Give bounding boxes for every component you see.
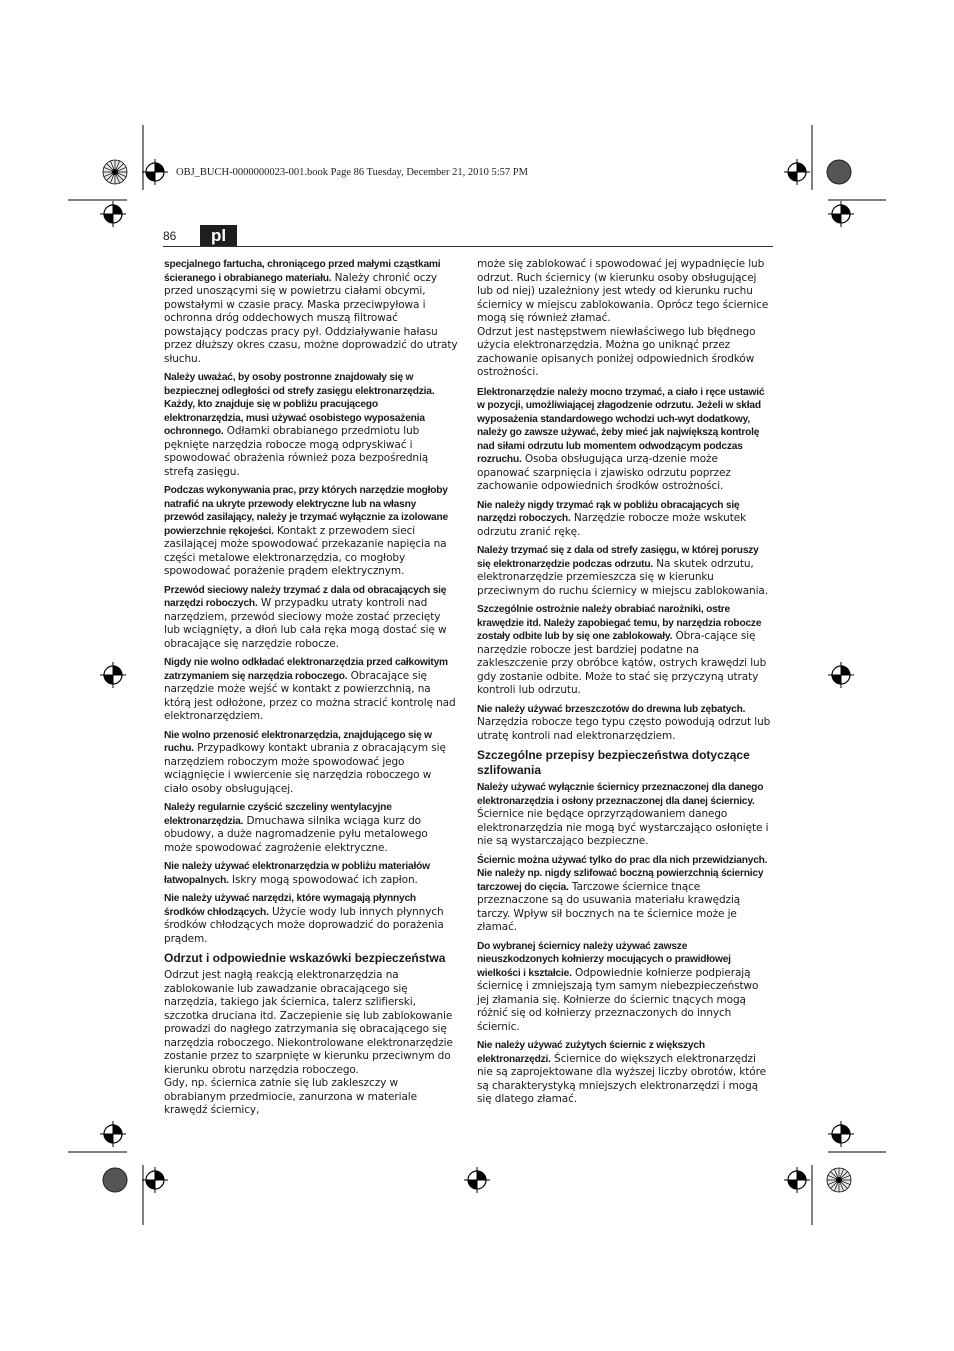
body-text: Obracające się narzędzie może wejść w kontakt z powierzchnią, na którą jest odłożone, przez co można stracić kontrolę nad elektronarzędziem.	[164, 669, 456, 722]
page-number: 86	[163, 229, 177, 243]
paragraph: Odrzut jest nagłą reakcją elektronarzędzia na zablokowanie lub zawadzanie obracającego się narzędzia, takiego jak ściernica, talerz szlifierski, szczotka druciana itd. Zaczepienie się lub zablokowanie prowadzi do nagłego zatrzymania się obracającego się narzędzia roboczego. Niekontrolowane elektronarzędzie zostanie przez to szarpnięte w kierunku przeciwnym do kierunku obrotu narzędzia roboczego.	[164, 969, 453, 1076]
body-text: Należy chronić oczy przed unoszącymi się w powietrzu ciałami obcymi, powstałymi w czasie pracy. Maska przeciwpyłowa i ochronna dróg oddechowych muszą filtrować powstający podczas pracy pył. Oddziaływanie hałasu przez dłuższy okres czasu, możne doprowadzić do utraty słuchu.	[164, 271, 458, 365]
bold-lead: Nie należy używać narzędzi, które wymagają płynnych środków chłodzących.	[164, 893, 416, 918]
bold-lead: Elektronarzędzie należy mocno trzymać, a ciało i ręce ustawić w pozycji, umożliwiającej złagodzenie odrzutu. Jeżeli w skład wyposażenia standardowego wchodzi uch-wyt dodatkowy, należy go zawsze używać, żeby mieć jak największą kontrolę nad siłami odrzutu lub momentem odwodzącym podczas rozruchu.	[477, 386, 765, 465]
body-text: Narzędzia robocze tego typu często powodują odrzut lub utratę kontroli nad elektronarzędziem.	[477, 716, 771, 742]
bold-lead: Szczególnie ostrożnie należy obrabiać narożniki, ostre krawędzie itd. Należy zapobiegać temu, by narzędzia robocze zostały odbite lub by się one zablokowały.	[477, 604, 762, 642]
right-column	[477, 258, 771, 1112]
bold-lead: Do wybranej ściernicy należy używać zawsze nieuszkodzonych kołnierzy mocujących o prawidłowej wielkości i kształcie.	[477, 940, 731, 979]
paragraph	[477, 781, 771, 849]
paragraph	[477, 603, 771, 698]
header-rule	[163, 246, 773, 247]
bold-lead: specjalnego fartucha, chroniącego przed małymi cząstkami ścieranego i obrabianego materiału.	[164, 259, 441, 284]
body-text: Iskry mogą spowodować ich zapłon.	[228, 873, 418, 886]
body-text: Obra-cające się narzędzie robocze jest bardziej podatne na zakleszczenie przy obróbce kątów, ostrych krawędzi lub gdy zostanie odbite. Może to stać się przyczyną utraty kontroli lub odrzutu.	[477, 630, 767, 696]
body-text: Kontakt z przewodem sieci zasilającej może spowodować przekazanie napięcia na części metalowe elektronarzędzia, co mogłoby spowodować porażenie prądem elektrycznym.	[164, 524, 447, 577]
body-text: Użycie wody lub innych płynnych środków chłodzących może doprowadzić do porażenia prądem.	[164, 905, 444, 945]
body-text: W przypadku utraty kontroli nad narzędziem, przewód sieciowy może zostać przecięty lub wciągnięty, a dłoń lub cała ręka mogą dostać się w obracające się narzędzie robocze.	[164, 597, 447, 650]
bold-lead: Nie należy używać zużytych ściernic z większych elektronarzędzi.	[477, 1040, 705, 1065]
book-slug: OBJ_BUCH-0000000023-001.book Page 86 Tuesday, December 21, 2010 5:57 PM	[176, 167, 528, 178]
paragraph	[477, 544, 771, 598]
body-text: Ściernice nie będące oprzyrządowaniem danego elektronarzędzia nie mogą być wystarczająco osłonięte i nie są wystarczająco bezpieczne.	[477, 808, 769, 847]
body-text: Dmuchawa silnika wciąga kurz do obudowy, a duże nagromadzenie pyłu metalowego może spowodować zagrożenie elektryczne.	[164, 814, 428, 854]
body-text: Na skutek odrzutu, elektronarzędzie przemieszcza się w kierunku przeciwnym do ruchu ściernicy w miejscu zablokowania.	[477, 557, 768, 597]
bold-lead: Podczas wykonywania prac, przy których narzędzie mogłoby natrafić na ukryte przewody elektryczne lub na własny przewód zasilający, należy je trzymać wyłącznie za izolowane powierzchnie rękojeści.	[164, 485, 448, 537]
paragraph: Odrzut jest następstwem niewłaściwego lub błędnego użycia elektronarzędzia. Można go uniknąć przez zachowanie opisanych poniżej odpowiednich środków ostrożności.	[477, 325, 756, 378]
paragraph: może się zablokować i spowodować jej wypadnięcie lub odrzut. Ruch ściernicy (w kierunku osoby obsługującej lub od niej) uzależniony jest wtedy od kierunku ruchu ściernicy w miejscu zablokowania. Oprócz tego ściernice mogą się również złamać.	[477, 258, 769, 324]
paragraph	[477, 854, 771, 935]
bold-lead: Nigdy nie wolno odkładać elektronarzędzia przed całkowitym zatrzymaniem się narzędzia roboczego.	[164, 657, 448, 682]
body-text: Ściernice do większych elektronarzędzi nie są zaprojektowane dla wyższej liczby obrotów, które są charakterystyką mniejszych elektronarzędzi i mogą się dlatego złamać.	[477, 1052, 766, 1105]
bold-lead: Ściernic można używać tylko do prac dla nich przewidzianych. Nie należy np. nigdy szlifować boczną powierzchnią ściernicy tarczowej do cięcia.	[477, 854, 768, 893]
bold-lead: Przewód sieciowy należy trzymać z dala od obracających się narzędzi roboczych.	[164, 584, 447, 609]
paragraph	[164, 729, 458, 797]
paragraph	[164, 860, 458, 887]
section-heading-grinding: Szczególne przepisy bezpieczeństwa dotyczące szlifowania	[477, 748, 750, 777]
body-text: Odpowiednie kołnierze podpierają ściernicę i zmniejszają tym samym niebezpieczeństwo jej złamania się. Kołnierze do ściernic tnących mogą różnić się od kołnierzy przeznaczonych do innych ściernic.	[477, 966, 759, 1033]
paragraph: Gdy, np. ściernica zatnie się lub zakleszczy w obrabianym przedmiocie, zanurzona w materiale krawędź ściernicy,	[164, 1077, 417, 1116]
paragraph	[164, 584, 458, 652]
bold-lead: Nie należy używać brzeszczotów do drewna lub zębatych.	[477, 703, 746, 715]
bold-lead: Nie należy nigdy trzymać rąk w pobliżu obracających się narzędzi roboczych.	[477, 499, 740, 524]
paragraph	[477, 940, 771, 1035]
body-text: Narzędzie robocze może wskutek odrzutu zranić rękę.	[477, 512, 747, 538]
body-text: Przypadkowy kontakt ubrania z obracającym się narzędziem roboczym może spowodować jego wciągnięcie i wwiercenie się narzędzia roboczego w ciało osoby obsługującej.	[164, 742, 446, 795]
paragraph	[164, 801, 458, 855]
bold-lead: Nie wolno przenosić elektronarzędzia, znajdującego się w ruchu.	[164, 729, 432, 754]
left-column	[164, 258, 458, 1118]
body-text: Osoba obsługująca urzą-dzenie może opanować szarpnięcia i zjawisko odrzutu poprzez zachowanie odpowiednich środków ostrożności.	[477, 453, 731, 492]
paragraph	[164, 656, 458, 724]
bold-lead: Należy regularnie czyścić szczeliny wentylacyjne elektronarzędzia.	[164, 802, 392, 827]
paragraph	[164, 371, 458, 479]
language-tab: pl	[200, 225, 237, 246]
paragraph	[164, 484, 458, 579]
paragraph	[477, 703, 771, 744]
paragraph	[164, 258, 458, 366]
body-text: Odłamki obrabianego przedmiotu lub pęknięte narzędzia robocze mogą odpryskiwać i spowodować obrażenia również poza bezpośrednią strefą zasięgu.	[164, 425, 429, 478]
bold-lead: Należy używać wyłącznie ściernicy przeznaczonej dla danego elektronarzędzia i osłony przeznaczonej dla danej ściernicy.	[477, 782, 764, 807]
section-heading-kickback: Odrzut i odpowiednie wskazówki bezpieczeństwa	[164, 951, 446, 965]
bold-lead: Nie należy używać elektronarzędzia w pobliżu materiałów łatwopalnych.	[164, 861, 430, 886]
paragraph	[477, 499, 771, 540]
bold-lead: Należy uważać, by osoby postronne znajdowały się w bezpiecznej odległości od strefy zasięgu elektronarzędzia. Każdy, kto znajduje się w pobliżu pracującego elektronarzędzia, musi używać osobistego wyposażenia ochronnego.	[164, 372, 435, 437]
paragraph	[164, 892, 458, 946]
paragraph	[477, 386, 771, 494]
bold-lead: Należy trzymać się z dala od strefy zasięgu, w której poruszy się elektronarzędzie podczas odrzutu.	[477, 545, 759, 570]
paragraph	[477, 1039, 771, 1107]
body-text: Tarczowe ściernice tnące przeznaczone są do usuwania materiału krawędzią tarczy. Wpływ sił bocznych na te ściernice może je złamać.	[477, 880, 741, 933]
